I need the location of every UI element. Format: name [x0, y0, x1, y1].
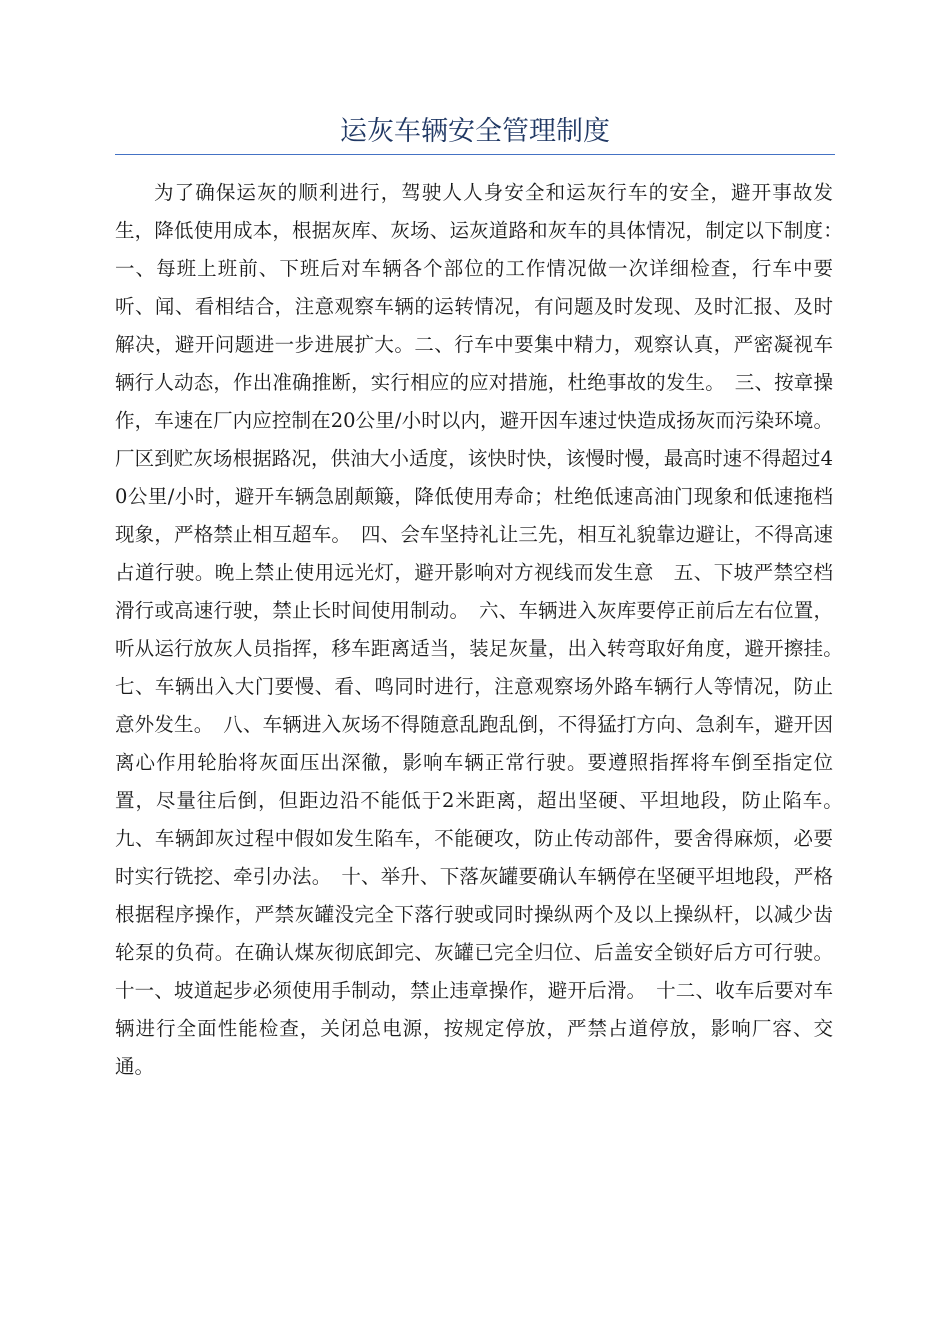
document-body: 为了确保运灰的顺利进行，驾驶人人身安全和运灰行车的安全，避开事故发生，降低使用成本，根据灰库、灰场、运灰道路和灰车的具体情况，制定以下制度： 一、每班上班前、下班后对车辆各个部位的工作情况做一次详细检查，行车中要听、闻、看相结合，注意观察车辆的运转情况，有问题及时发现、及时汇报、及时解决，避开问题进一步进展扩大。二、行车中要集中精力，观察认真，严密凝视车辆行人动态，作出准确推断，实行相应的应对措施，杜绝事故的发生。 三、按章操作，车速在厂内应控制在20公里/小时以内，避开因车速过快造成扬灰而污染环境。厂区到贮灰场根据路况，供油大小适度，该快时快，该慢时慢，最高时速不得超过40公里/小时，避开车辆急剧颠簸，降低使用寿命；杜绝低速高油门现象和低速拖档现象，严格禁止相互超车。 四、会车坚持礼让三先，相互礼貌靠边避让，不得高速占道行驶。晚上禁止使用远光灯，避开影响对方视线而发生意 五、下坡严禁空档滑行或高速行驶，禁止长时间使用制动。 六、车辆进入灰库要停正前后左右位置，听从运行放灰人员指挥，移车距离适当，装足灰量，出入转弯取好角度，避开擦挂。 七、车辆出入大门要慢、看、鸣同时进行，注意观察场外路车辆行人等情况，防止意外发生。 八、车辆进入灰场不得随意乱跑乱倒，不得猛打方向、急刹车，避开因离心作用轮胎将灰面压出深徹，影响车辆正常行驶。要遵照指挥将车倒至指定位置，尽量往后倒，但距边沿不能低于2米距离，超出坚硬、平坦地段，防止陷车。 九、车辆卸灰过程中假如发生陷车，不能硬攻，防止传动部件，要舍得麻烦，必要时实行铣挖、牵引办法。 十、举升、下落灰罐要确认车辆停在坚硬平坦地段，严格根据程序操作，严禁灰罐没完全下落行驶或同时操纵两个及以上操纵杆，以减少齿轮泵的负荷。在确认煤灰彻底卸完、灰罐已完全归位、后盖安全锁好后方可行驶。十一、坡道起步必须使用手制动，禁止违章操作，避开后滑。 十二、收车后要对车辆进行全面性能检查，关闭总电源，按规定停放，严禁占道停放，影响厂容、交通。 — [115, 181, 853, 1078]
document-title: 运灰车辆安全管理制度 — [340, 116, 610, 147]
title-underline — [115, 154, 835, 155]
